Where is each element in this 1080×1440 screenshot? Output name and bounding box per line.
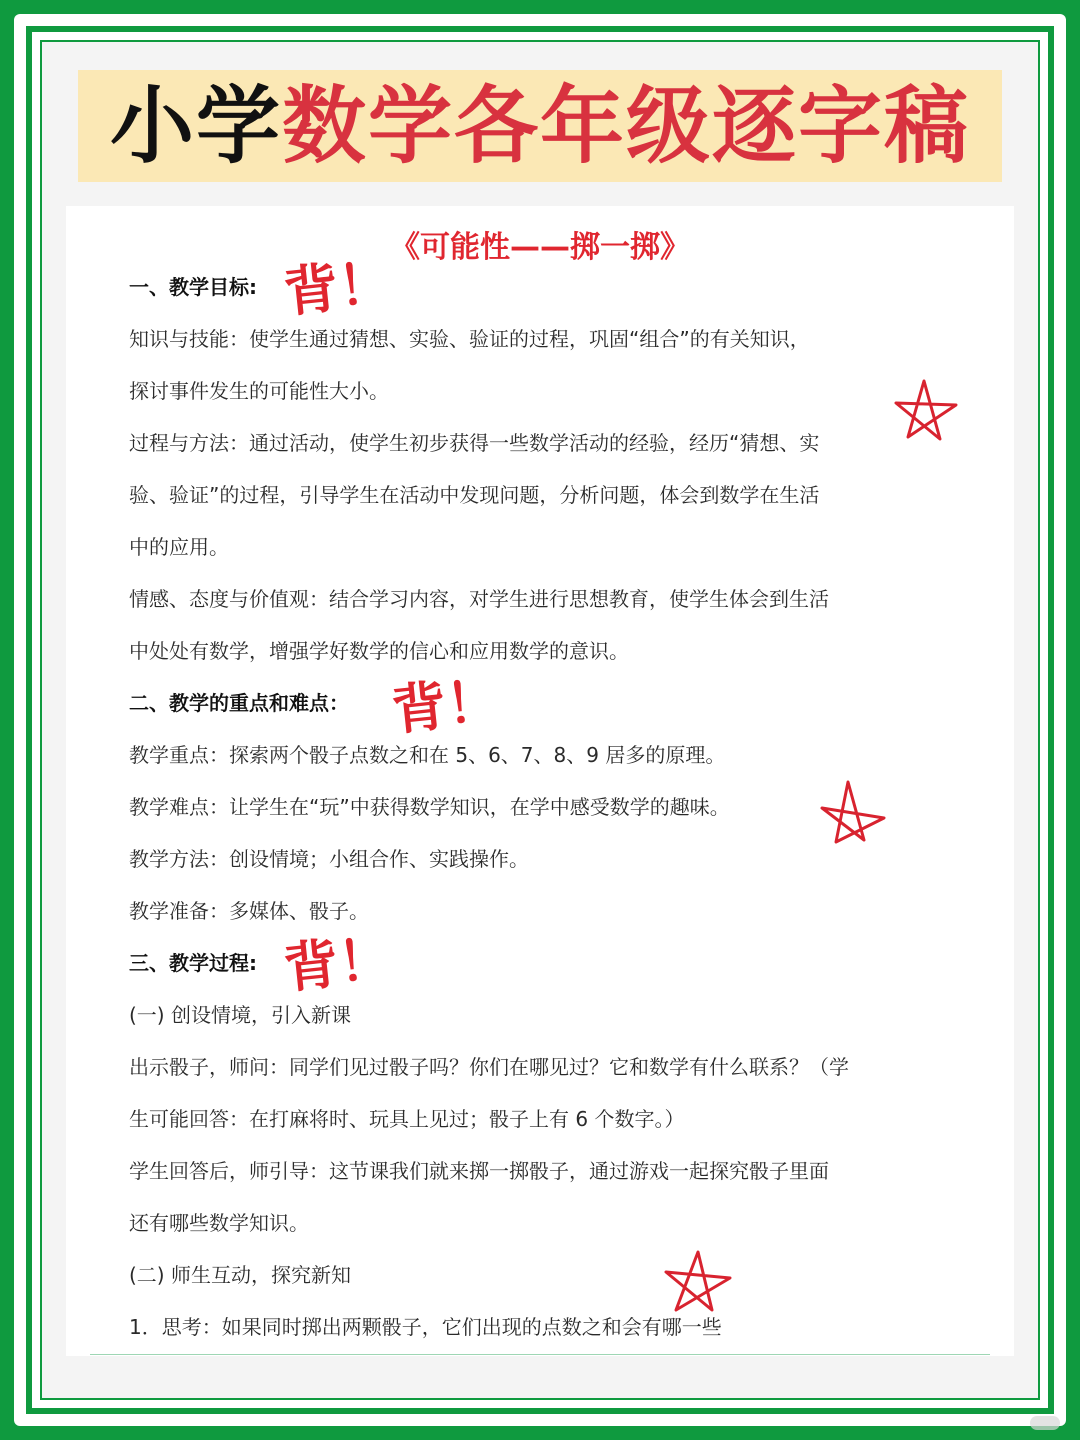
paragraph-line: 过程与方法：通过活动，使学生初步获得一些数学活动的经验，经历“猜想、实 bbox=[129, 431, 820, 455]
paragraph-line: 还有哪些数学知识。 bbox=[129, 1211, 309, 1235]
section-heading-3: 三、教学过程: bbox=[129, 951, 257, 975]
paragraph-line: 中的应用。 bbox=[129, 535, 229, 559]
paragraph-line: 探讨事件发生的可能性大小。 bbox=[129, 379, 389, 403]
section-heading-1: 一、教学目标: bbox=[129, 275, 257, 299]
watermark bbox=[1030, 1416, 1060, 1430]
paragraph-line: 验、验证”的过程，引导学生在活动中发现问题，分析问题，体会到数学在生活 bbox=[129, 483, 820, 507]
page-title bbox=[78, 70, 1002, 182]
paragraph-line: 生可能回答：在打麻将时、玩具上见过；骰子上有 6 个数字。） bbox=[129, 1107, 685, 1131]
paragraph-line: 1．思考：如果同时掷出两颗骰子，它们出现的点数之和会有哪一些 bbox=[129, 1315, 722, 1339]
star-doodle-icon bbox=[890, 375, 962, 447]
paragraph-line: (二) 师生互动，探究新知 bbox=[129, 1263, 351, 1287]
section-heading-2: 二、教学的重点和难点： bbox=[129, 691, 349, 715]
paragraph-line: 教学难点：让学生在“玩”中获得数学知识，在学中感受数学的趣味。 bbox=[129, 795, 730, 819]
recite-stamp: 背！ bbox=[280, 925, 396, 1001]
title-part-2: 数学各年级逐字稿 bbox=[282, 77, 971, 175]
paragraph-line: 教学重点：探索两个骰子点数之和在 5、6、7、8、9 居多的原理。 bbox=[129, 743, 726, 767]
document-title: 《可能性——掷一掷》 bbox=[390, 230, 690, 265]
title-part-1: 小学 bbox=[109, 77, 282, 175]
star-doodle-icon bbox=[660, 1248, 736, 1314]
paragraph-line: 教学方法：创设情境；小组合作、实践操作。 bbox=[129, 847, 529, 871]
recite-stamp: 背！ bbox=[280, 249, 396, 325]
paragraph-line: 情感、态度与价值观：结合学习内容，对学生进行思想教育，使学生体会到生活 bbox=[129, 587, 829, 611]
paragraph-line: 出示骰子，师问：同学们见过骰子吗？你们在哪见过？它和数学有什么联系？（学 bbox=[129, 1055, 849, 1079]
paragraph-line: 中处处有数学，增强学好数学的信心和应用数学的意识。 bbox=[129, 639, 629, 663]
paragraph-line: 教学准备：多媒体、骰子。 bbox=[129, 899, 369, 923]
paragraph-line: 知识与技能：使学生通过猜想、实验、验证的过程，巩固“组合”的有关知识， bbox=[129, 327, 810, 351]
recite-stamp: 背！ bbox=[388, 667, 504, 743]
star-doodle-icon bbox=[818, 778, 890, 850]
paragraph-line: 学生回答后，师引导：这节课我们就来掷一掷骰子，通过游戏一起探究骰子里面 bbox=[129, 1159, 829, 1183]
paragraph-line: (一) 创设情境，引入新课 bbox=[129, 1003, 351, 1027]
divider bbox=[90, 1354, 990, 1355]
